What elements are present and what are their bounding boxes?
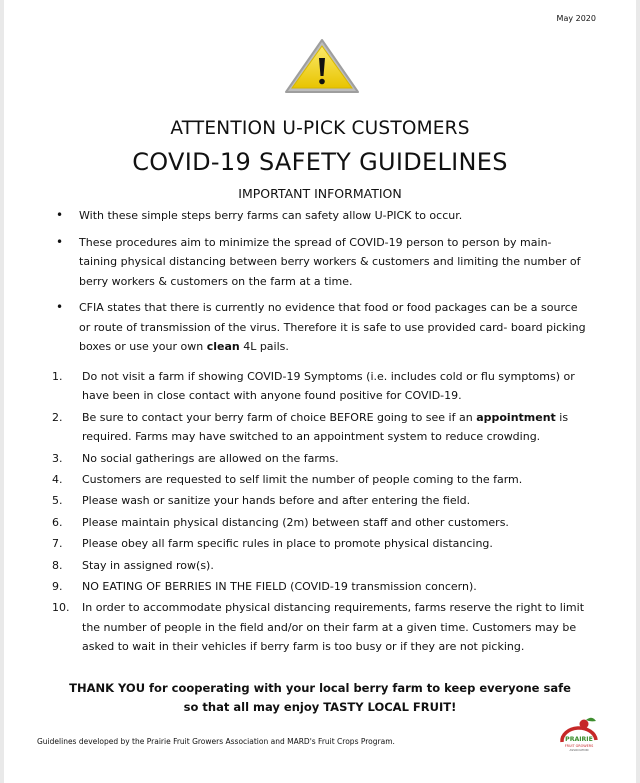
bullet-item: • With these simple steps berry farms can safety allow U-PICK to occur. [4, 206, 636, 226]
bullet-icon: • [56, 234, 64, 249]
title-guidelines: COVID-19 SAFETY GUIDELINES [132, 148, 508, 176]
bold-appointment: appointment [476, 410, 556, 424]
logo-line3: ASSOCIATION [569, 748, 589, 752]
warning-icon [282, 36, 362, 96]
bullet-item: • These procedures aim to minimize the spread of COVID-19 person to person by main- taining physical distancing between berry workers & customers and limiting the number of berry workers & customers on the farm at a time. [56, 234, 581, 288]
guidelines-list [4, 367, 636, 659]
date-label: May 2020 [556, 14, 596, 23]
subtitle-important: IMPORTANT INFORMATION [238, 186, 402, 201]
guideline-item: 1. Do not visit a farm if showing COVID-19 Symptoms (i.e. includes cold or flu symptoms) or have been in close contact with anyone found positive for COVID-19. [52, 370, 575, 403]
guideline-item: 2. Be sure to contact your berry farm of choice BEFORE going to see if an appointment is required. Farms may have switched to an appointment system to reduce crowding. [52, 410, 569, 444]
guideline-item: 3. No social gatherings are allowed on the farms. [52, 451, 339, 465]
thank-you-message: THANK YOU for cooperating with your local berry farm to keep everyone safe so that all may enjoy TASTY LOCAL FRUIT! [69, 681, 571, 714]
prairie-fruit-growers-logo [554, 716, 604, 756]
footer-credit: Guidelines developed by the Prairie Fruit Growers Association and MARD's Fruit Crops Program. [37, 737, 395, 746]
logo-word: PRAIRIE [565, 736, 593, 743]
info-bullets [4, 206, 636, 364]
guideline-item: 7. Please obey all farm specific rules in place to promote physical distancing. [52, 537, 493, 551]
bold-clean: clean [206, 340, 240, 353]
guideline-item: 6. Please maintain physical distancing (2m) between staff and other customers. [52, 515, 509, 529]
logo-line2: FRUIT GROWERS [564, 744, 594, 748]
bullet-item: • CFIA states that there is currently no evidence that food or food packages can be a source or route of transmission of the virus. Therefore it is safe to use provided card- board picking boxes or use your own clean 4L pails. [56, 300, 586, 353]
guideline-item: 10. In order to accommodate physical distancing requirements, farms reserve the right to limit the number of people in the field and/or on their farm at a given time. Customers may be asked to wait in their vehicles if berry farm is too busy or if they are not picking. [52, 601, 585, 654]
guideline-item: 8. Stay in assigned row(s). [52, 558, 214, 572]
guideline-item: 9. NO EATING OF BERRIES IN THE FIELD (COVID-19 transmission concern). [52, 580, 477, 594]
bullet-icon: • [56, 208, 64, 222]
bullet-icon: • [56, 300, 64, 314]
document-page [4, 0, 636, 783]
title-attention: ATTENTION U-PICK CUSTOMERS [170, 118, 470, 139]
guideline-item: 4. Customers are requested to self limit the number of people coming to the farm. [52, 473, 523, 487]
guideline-item: 5. Please wash or sanitize your hands before and after entering the field. [52, 494, 471, 508]
